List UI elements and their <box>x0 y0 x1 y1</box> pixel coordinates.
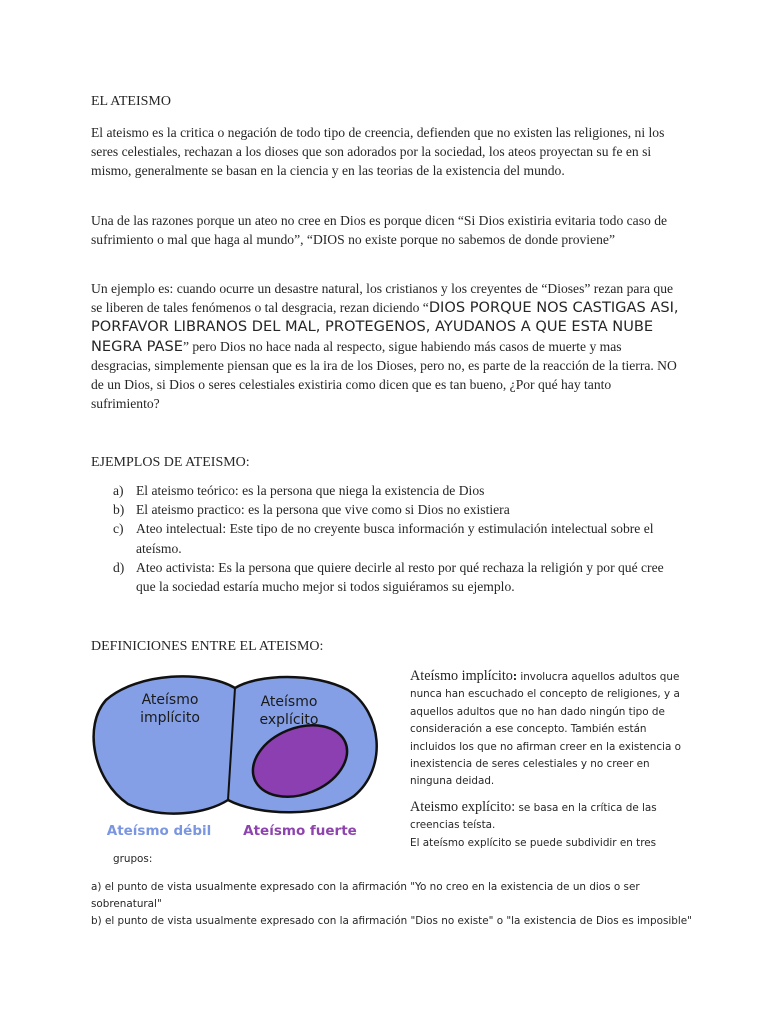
page-title: EL ATEISMO <box>91 94 171 109</box>
weak-atheism-label: Ateísmo débil <box>106 823 212 839</box>
paragraph-example-quote: DIOS PORQUE NOS CASTIGAS ASI, PORFAVOR LIBRANOS DEL MAL, PROTEGENOS, AYUDANOS A QUE ESTA NUBE NEGRA PASE <box>91 299 679 355</box>
implicit-text: involucra aquellos adultos que nunca han escuchado el concepto de religiones, y a aquellos adultos que no han dado ningún tipo de consideración a ese concepto. También están incluidos los que no afirman creer en la existencia o inexistencia de seres celestiales y no creer en ninguna deidad. <box>410 671 681 788</box>
group-item-a: a) el punto de vista usualmente expresado con la afirmación "Yo no creo en la existencia de un dios o ser sobrenatural" <box>91 881 640 911</box>
list-marker: c) <box>113 521 124 537</box>
implicit-term: Ateísmo implícito <box>410 668 513 684</box>
list-item <box>91 558 681 596</box>
implicit-colon: : <box>512 671 518 683</box>
venn-diagram <box>88 668 384 842</box>
list-item <box>91 481 681 500</box>
explicit-definition <box>410 799 685 852</box>
implicit-definition <box>410 668 685 791</box>
explicit-subdivide: El ateísmo explícito se puede subdividir en tres <box>410 836 657 849</box>
explicit-text: se basa en la crítica de las creencias teísta. <box>410 802 657 832</box>
list-marker: b) <box>113 502 125 518</box>
paragraph-definition: El ateismo es la critica o negación de todo tipo de creencia, defienden que no existen las religiones, ni los seres celestiales, rechazan a los dioses que son adorados por la sociedad, los ateos proyectan su fe en si mismo, generalmente se basan en la ciencia y en las teorias de la existencia del mundo. <box>91 125 665 179</box>
paragraph-reasons: Una de las razones porque un ateo no cree en Dios es porque dicen “Si Dios existiria evitaria todo caso de sufrimiento o mal que haga al mundo”, “DIOS no existe porque no sabemos de donde proviene” <box>91 213 668 248</box>
list-item-text: El ateismo practico: es la persona que vive como si Dios no existiera <box>136 502 510 518</box>
explicit-label-line2: explícito <box>259 712 319 728</box>
list-item <box>91 500 681 519</box>
group-item-b: b) el punto de vista usualmente expresado con la afirmación "Dios no existe" o "la existencia de Dios es imposible" <box>91 915 692 927</box>
definitions-heading: DEFINICIONES ENTRE EL ATEISMO: <box>91 639 324 654</box>
explicit-label-line1: Ateísmo <box>260 694 318 710</box>
explicit-term: Ateismo explícito: <box>410 799 516 815</box>
implicit-label-line1: Ateísmo <box>141 692 199 708</box>
list-item <box>91 519 681 557</box>
list-item-text: El ateismo teórico: es la persona que niega la existencia de Dios <box>136 483 485 498</box>
list-marker: d) <box>113 559 125 575</box>
paragraph-example-start: Un ejemplo es: cuando ocurre un desastre natural, los cristianos y los creyentes de “Dioses” rezan para que se liberen de tales fenómenos o tal desgracia, rezan diciendo “ <box>91 281 674 316</box>
examples-heading: EJEMPLOS DE ATEISMO: <box>91 455 250 470</box>
list-item-text: Ateo intelectual: Este tipo de no creyente busca información y estimulación intelectual sobre el ateísmo. <box>136 521 654 556</box>
paragraph-example-end: ” pero Dios no hace nada al respecto, sigue habiendo más casos de muerte y mas desgracias, simplemente piensan que es la ira de los Dioses, pero no, es parte de la reacción de la tierra. NO de un Dios, si Dios o seres celestiales existiria como dicen que es tan bueno, ¿Por qué hay tanto sufrimiento? <box>91 338 677 412</box>
list-item-text: Ateo activista: Es la persona que quiere decirle al resto por qué rechaza la religión y por qué cree que la sociedad estaría mucho mejor si todos siguiéramos su ejemplo. <box>136 559 664 595</box>
list-marker: a) <box>113 483 124 498</box>
paragraph-example <box>91 279 681 413</box>
strong-atheism-label: Ateísmo fuerte <box>243 823 357 839</box>
groups-label: grupos: <box>113 853 153 865</box>
implicit-label-line2: implícito <box>140 710 200 726</box>
examples-list <box>91 481 681 596</box>
